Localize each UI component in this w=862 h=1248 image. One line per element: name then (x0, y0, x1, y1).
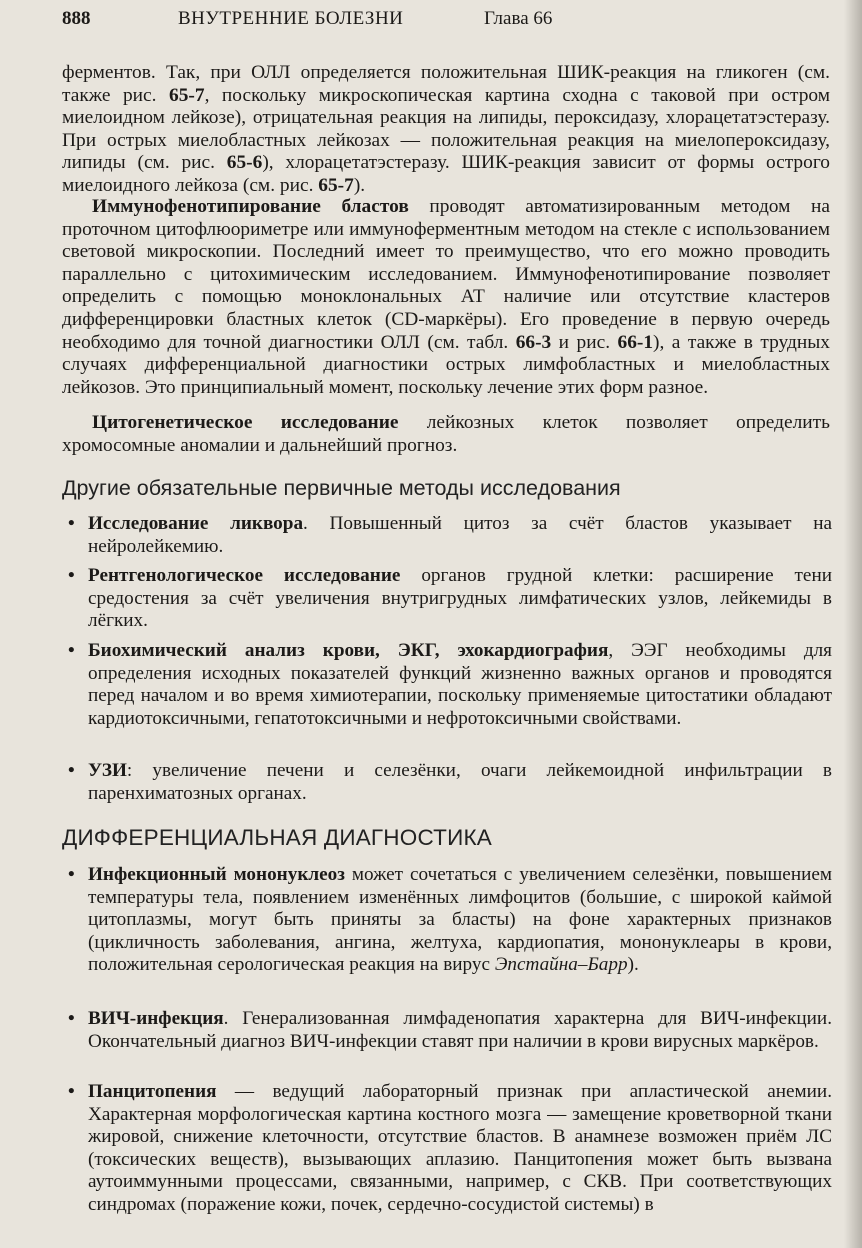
text-run: , поскольку микроскопическая картина сходна с таковой при остром миелоидном лейкозе), отрицательная реакция на липиды, пероксидазу, хлорацетатэстеразу. При острых миелобластных лейкозах — положительная реакция на миелопероксидазу, липиды (см. рис. (62, 84, 830, 174)
page-number: 888 (62, 8, 91, 29)
text-run: . Повышенный цитоз за счёт бластов указывает на нейролейкемию. (88, 513, 832, 557)
term-bold: Инфекционный мононуклеоз (88, 864, 345, 885)
term-bold: Рентгенологическое исследование (88, 565, 401, 586)
figure-ref: 66-1 (617, 331, 654, 353)
section-heading-other-methods (62, 476, 830, 501)
term-bold: УЗИ (88, 760, 127, 781)
term-bold: Исследование ликвора (88, 513, 304, 534)
term-bold: Панцитопения (88, 1081, 217, 1102)
figure-ref: 65-7 (318, 174, 354, 196)
text-run: ), а также в трудных случаях дифференциальной диагностики острых лимфобластных и миелобластных лейкозов. Это принципиальный момент, поскольку лечение этих форм разное. (62, 331, 830, 398)
bullet-item (68, 760, 832, 805)
page-edge-shadow (844, 0, 862, 1248)
bullet-marker: • (68, 565, 75, 586)
chapter-label: Глава 66 (484, 8, 553, 29)
bullet-marker: • (68, 864, 75, 885)
term-bold: Биохимический анализ крови, ЭКГ, эхокардиография (88, 640, 609, 661)
term-bold: Иммунофенотипирование бластов (92, 196, 409, 217)
bullet-item (68, 1008, 832, 1053)
text-run: ). (353, 174, 366, 196)
bullet-marker: • (68, 513, 75, 534)
term-bold: Цитогенетическое исследование (92, 412, 399, 433)
virus-name: Эпстайна–Барр (494, 954, 628, 976)
bullet-marker: • (68, 1081, 75, 1102)
text-run: ). (627, 954, 639, 976)
bullet-item (68, 513, 832, 558)
running-header (62, 8, 832, 34)
bullet-marker: • (68, 1008, 75, 1029)
bullet-item (68, 565, 832, 633)
text-run: . Генерализованная лимфаденопатия характерна для ВИЧ-инфекции. Окончательный диагноз ВИЧ-инфекции ставят при наличии в крови вирусных маркёров. (88, 1008, 832, 1052)
text-run: — ведущий лабораторный признак при апластической анемии. Характерная морфологическая картина костного мозга — замещение кроветворной ткани жировой, снижение клеточности, отсутствие бластов. В анамнезе возможен приём ЛС (токсических веществ), вызывающих аплазию. Панцитопения может быть вызвана аутоиммунными процессами, связанными, например, с СКВ. При соответствующих синдромах (поражение кожи, почек, сердечно-сосудистой системы) в (88, 1081, 832, 1215)
text-run: и рис. (551, 331, 618, 353)
bullet-item (68, 1081, 832, 1217)
bullet-marker: • (68, 760, 75, 781)
text-run: органов грудной клетки: расширение тени средостения за счёт увеличения внутригрудных лимфатических узлов, лейкемиды в лёгких. (88, 565, 832, 632)
paragraph-cytogenetics (62, 412, 830, 457)
book-title: ВНУТРЕННИЕ БОЛЕЗНИ (178, 8, 404, 29)
text-run: ), хлорацетатэстеразу. ШИК-реакция зависит от формы острого миелоидного лейкоза (см. рис. (62, 152, 830, 196)
bullet-item (68, 864, 833, 977)
section-heading-differential (62, 825, 830, 851)
bullet-item (68, 640, 833, 730)
figure-ref: 65-6 (226, 152, 263, 174)
figure-ref: 65-7 (169, 84, 205, 106)
term-bold: ВИЧ-инфекция (88, 1008, 224, 1029)
bullet-marker: • (68, 640, 75, 661)
text-run: может сочетаться с увеличением селезёнки, повышением температуры тела, появлением изменённых лимфоцитов (большие, с широкой каймой цитоплазмы, могут быть приняты за бласты) на фоне характерных признаков (цикличность заболевания, ангина, желтуха, кардиопатия, мононуклеары в крови, положительная серологическая реакция на вирус (88, 864, 833, 976)
paragraph-immunophenotyping (62, 196, 830, 399)
text-run: проводят автоматизированным методом на проточном цитофлюориметре или иммуноферментным методом на стекле с использованием световой микроскопии. Последний имеет то преимущество, что его можно проводить параллельно с цитохимическим исследованием. Иммунофенотипирование позволяет определить с помощью моноклональных АТ наличие или отсутствие кластеров дифференцировки бластных клеток (CD-маркёры). Его проведение в первую очередь необходимо для точной диагностики ОЛЛ (см. табл. (62, 196, 830, 353)
paragraph-cytochemistry (62, 62, 830, 198)
section-title: ДИФФЕРЕНЦИАЛЬНАЯ ДИАГНОСТИКА (62, 825, 492, 850)
section-title: Другие обязательные первичные методы исследования (62, 476, 621, 500)
text-run: ферментов. Так, при ОЛЛ определяется положительная ШИК-реакция на гликоген (см. также рис. (62, 62, 830, 106)
text-run: лейкозных клеток позволяет определить хромосомные аномалии и дальнейший прогноз. (62, 412, 830, 456)
text-run: : увеличение печени и селезёнки, очаги лейкемоидной инфильтрации в паренхиматозных органах. (88, 760, 832, 804)
text-run: , ЭЭГ необходимы для определения исходных показателей функций жизненно важных органов и проводятся перед началом и во время химиотерапии, поскольку применяемые цитостатики обладают кардиотоксичными, гепатотоксичными и нефротоксичными свойствами. (88, 640, 833, 729)
table-ref: 66-3 (515, 331, 552, 353)
